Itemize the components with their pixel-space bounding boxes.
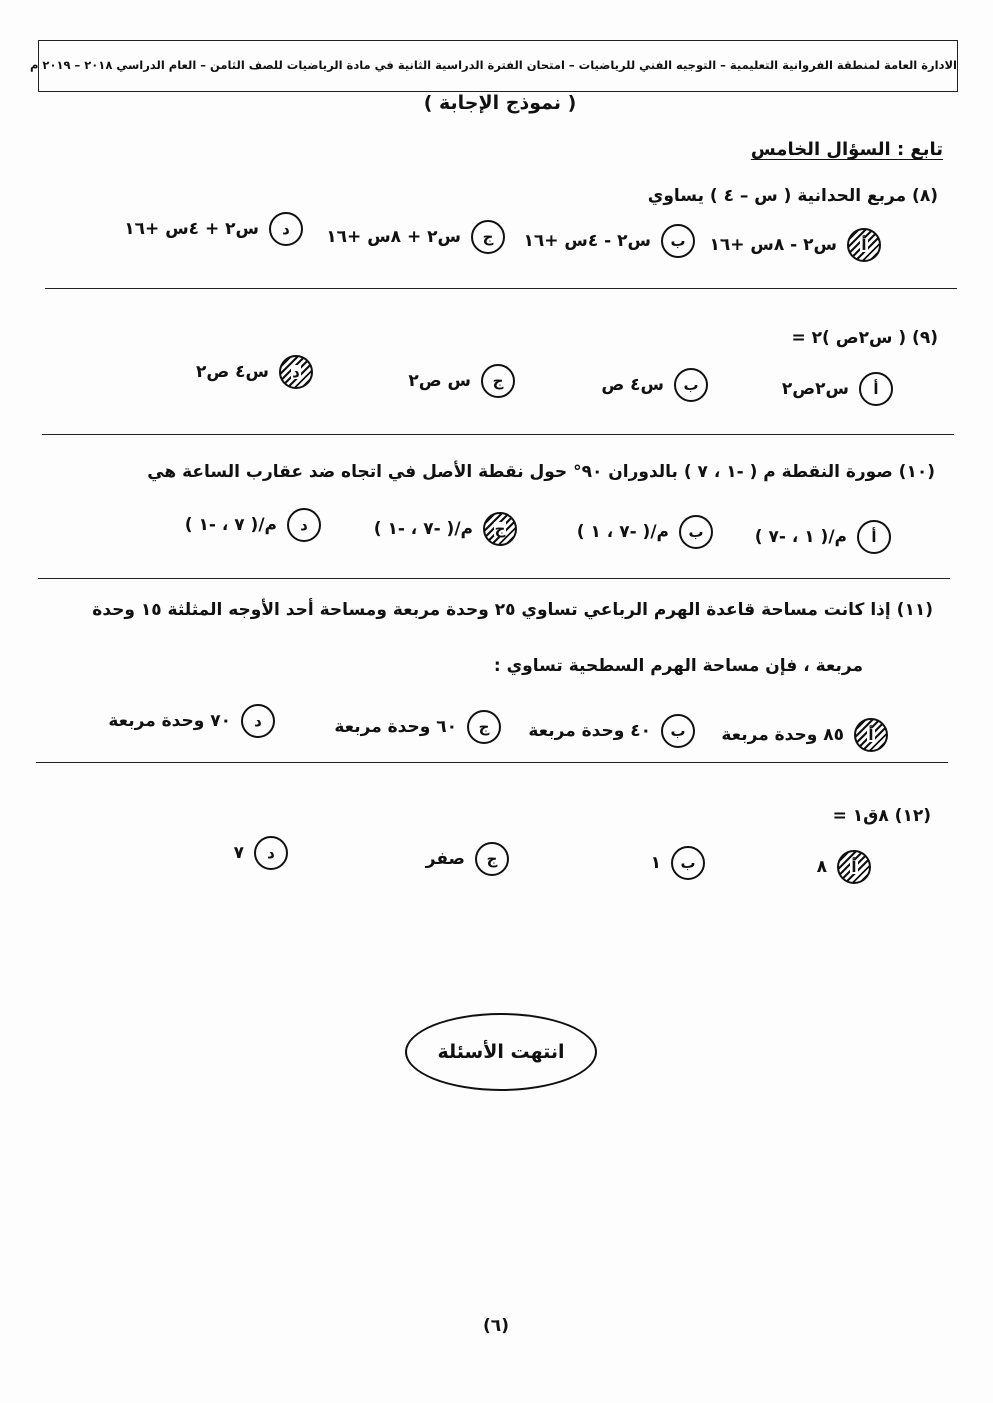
option-d[interactable]: د م/( ٧ ، -١ ) bbox=[185, 508, 321, 542]
option-b[interactable]: ب ١ bbox=[651, 846, 705, 880]
option-letter-circle[interactable]: ج bbox=[475, 842, 509, 876]
answer-model-title: ( نموذج الإجابة ) bbox=[423, 92, 577, 114]
end-of-questions-oval: انتهت الأسئلة bbox=[405, 1013, 597, 1091]
option-a[interactable]: أ س٢ص٢ bbox=[782, 372, 893, 406]
question-text: ( س٢ص )٢ = bbox=[791, 328, 907, 348]
option-b[interactable]: ب م/( -٧ ، ١ ) bbox=[577, 515, 713, 549]
question-8 bbox=[648, 186, 938, 206]
option-letter-circle[interactable]: د bbox=[254, 836, 288, 870]
option-letter-circle[interactable]: ب bbox=[661, 714, 695, 748]
option-d[interactable]: د ٧ bbox=[234, 836, 288, 870]
page-number: (٦) bbox=[483, 1316, 509, 1336]
option-c[interactable]: ج س ص٢ bbox=[408, 364, 515, 398]
option-letter-circle[interactable]: أ bbox=[857, 520, 891, 554]
divider bbox=[45, 288, 957, 289]
question-10 bbox=[147, 462, 935, 482]
option-letter-circle[interactable]: ب bbox=[679, 515, 713, 549]
correct-answer-marker[interactable]: د bbox=[279, 355, 313, 389]
option-a[interactable]: أ م/( ١ ، -٧ ) bbox=[755, 520, 891, 554]
option-b[interactable]: ب س٢ - ٤س +١٦ bbox=[523, 224, 695, 258]
correct-answer-marker[interactable]: ج bbox=[483, 512, 517, 546]
question-text: إذا كانت مساحة قاعدة الهرم الرباعي تساوي ٢٥ وحدة مربعة ومساحة أحد الأوجه المثلثة ١٥ وحدة bbox=[92, 600, 891, 620]
question-number: (١١) bbox=[896, 600, 933, 620]
correct-answer-marker[interactable]: أ bbox=[847, 228, 881, 262]
option-c[interactable]: ج م/( -٧ ، -١ ) bbox=[374, 512, 517, 546]
option-letter-circle[interactable]: ب bbox=[674, 368, 708, 402]
option-letter-circle[interactable]: ج bbox=[481, 364, 515, 398]
option-d[interactable]: د س٢ + ٤س +١٦ bbox=[124, 212, 303, 246]
divider bbox=[38, 578, 950, 579]
option-a[interactable]: أ ٨٥ وحدة مربعة bbox=[721, 718, 888, 752]
option-letter-circle[interactable]: ب bbox=[661, 224, 695, 258]
divider bbox=[42, 434, 954, 435]
question-number: (١٢) bbox=[894, 806, 931, 826]
option-b[interactable]: ب س٤ ص bbox=[601, 368, 708, 402]
option-letter-circle[interactable]: ج bbox=[467, 710, 501, 744]
question-text: صورة النقطة م ( -١ ، ٧ ) بالدوران ٩٠° حول نقطة الأصل في اتجاه ضد عقارب الساعة هي bbox=[147, 462, 893, 482]
option-d[interactable]: د ٧٠ وحدة مربعة bbox=[108, 704, 275, 738]
option-letter-circle[interactable]: ج bbox=[471, 220, 505, 254]
question-text: مربع الحدانية ( س – ٤ ) يساوي bbox=[647, 186, 907, 206]
question-9 bbox=[791, 328, 938, 348]
option-letter-circle[interactable]: د bbox=[287, 508, 321, 542]
option-b[interactable]: ب ٤٠ وحدة مربعة bbox=[528, 714, 695, 748]
question-11 bbox=[92, 600, 933, 620]
question-number: (٨) bbox=[912, 186, 938, 206]
correct-answer-marker[interactable]: أ bbox=[854, 718, 888, 752]
option-d[interactable]: د س٤ ص٢ bbox=[196, 355, 313, 389]
divider bbox=[36, 762, 948, 763]
question-11-continued: مربعة ، فإن مساحة الهرم السطحية تساوي : bbox=[493, 656, 863, 676]
option-letter-circle[interactable]: أ bbox=[859, 372, 893, 406]
option-letter-circle[interactable]: ب bbox=[671, 846, 705, 880]
option-c[interactable]: ج صفر bbox=[426, 842, 509, 876]
option-letter-circle[interactable]: د bbox=[241, 704, 275, 738]
exam-header: الادارة العامة لمنطقة الفروانية التعليمية – التوجيه الفني للرياضيات – امتحان الفترة الدراسية الثانية في مادة الرياضيات للصف الثامن – العام الدراسي ٢٠١٨ – ٢٠١٩ م bbox=[38, 40, 958, 92]
question-number: (٩) bbox=[912, 328, 938, 348]
question-12 bbox=[833, 806, 931, 826]
question-text: ٨ق١ = bbox=[832, 806, 889, 826]
question-number: (١٠) bbox=[898, 462, 935, 482]
section-title: تابع : السؤال الخامس bbox=[750, 139, 943, 160]
correct-answer-marker[interactable]: أ bbox=[837, 850, 871, 884]
option-c[interactable]: ج ٦٠ وحدة مربعة bbox=[334, 710, 501, 744]
option-a[interactable]: أ س٢ - ٨س +١٦ bbox=[709, 228, 881, 262]
option-c[interactable]: ج س٢ + ٨س +١٦ bbox=[326, 220, 505, 254]
option-a[interactable]: أ ٨ bbox=[817, 850, 871, 884]
option-letter-circle[interactable]: د bbox=[269, 212, 303, 246]
